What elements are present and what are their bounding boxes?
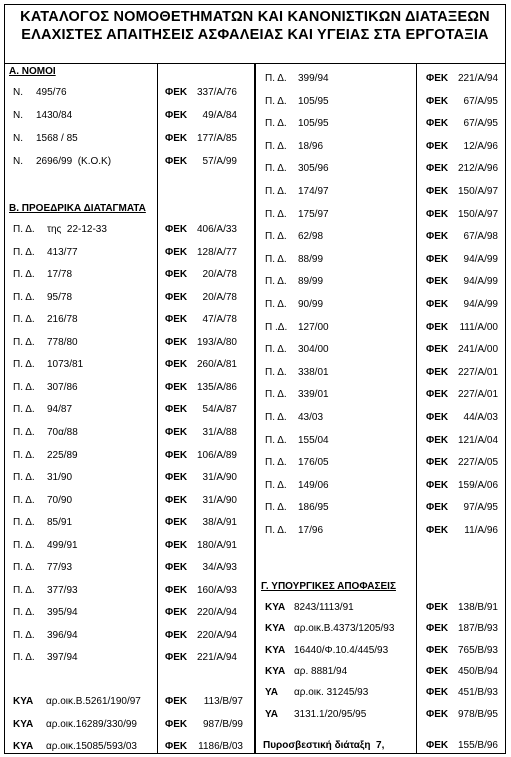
entry-type: ΚΥΑ xyxy=(13,718,34,730)
fek-label: ΦΕΚ xyxy=(165,156,188,167)
entry-number: 304/00 xyxy=(298,344,329,356)
entry-type: ΚΥΑ xyxy=(265,602,286,613)
title-line-1: ΚΑΤΑΛΟΓΟΣ ΝΟΜΟΘΕΤΗΜΑΤΩΝ ΚΑΙ ΚΑΝΟΝΙΣΤΙΚΩΝ ΔΙΑΤΑΞΕΩΝ xyxy=(20,9,490,25)
entry-type: Π. Δ. xyxy=(13,472,35,484)
fek-label: ΦΕΚ xyxy=(426,479,449,491)
entry-number: 186/95 xyxy=(298,502,329,514)
entry-type: Π. Δ. xyxy=(265,412,287,423)
fek-value: 150/Α/97 xyxy=(458,208,499,220)
entry-number: της 22-12-33 xyxy=(47,224,107,235)
fek-value: 121/Α/04 xyxy=(458,434,499,446)
fek-value: 31/Α/88 xyxy=(202,426,237,438)
title-line-2: ΕΛΑΧΙΣΤΕΣ ΑΠΑΙΤΗΣΕΙΣ ΑΣΦΑΛΕΙΑΣ ΚΑΙ ΥΓΕΙΑΣ ΣΤΑ ΕΡΓΟΤΑΞΙΑ xyxy=(21,27,489,43)
entry-number: 216/78 xyxy=(47,314,78,326)
fek-label: ΦΕΚ xyxy=(426,118,449,130)
fire-decree-label: Πυροσβεστική διάταξη 7, xyxy=(263,740,385,751)
fek-label: ΦΕΚ xyxy=(165,224,188,235)
fek-label: ΦΕΚ xyxy=(165,246,188,258)
fek-value: 67/Α/95 xyxy=(463,95,498,107)
fek-value: 241/Α/00 xyxy=(458,344,499,356)
fek-label: ΦΕΚ xyxy=(165,652,188,664)
fek-value: 67/Α/95 xyxy=(463,118,498,130)
entry-type: ΚΥΑ xyxy=(13,696,34,707)
fek-label: ΦΕΚ xyxy=(165,629,188,641)
entry-type: Π. Δ. xyxy=(13,224,35,235)
entry-number: 307/86 xyxy=(47,381,78,393)
entry-number: 94/87 xyxy=(47,404,73,416)
entry-number: αρ. 8881/94 xyxy=(294,665,348,677)
entry-type: Π. Δ. xyxy=(265,344,287,356)
entry-number: 396/94 xyxy=(47,629,78,641)
entry-type: Π. Δ. xyxy=(265,186,287,197)
fek-label: ΦΕΚ xyxy=(426,163,449,175)
fek-value: 20/Α/78 xyxy=(202,269,237,281)
fek-label: ΦΕΚ xyxy=(165,584,188,596)
fek-value: 227/Α/01 xyxy=(458,389,499,401)
fek-label: ΦΕΚ xyxy=(426,502,449,514)
fek-label: ΦΕΚ xyxy=(426,253,449,265)
fek-label: ΦΕΚ xyxy=(426,73,449,84)
fek-label: ΦΕΚ xyxy=(426,95,449,107)
entry-number: 43/03 xyxy=(298,412,324,423)
entry-number: 89/99 xyxy=(298,276,324,288)
entry-number: 1568 / 85 xyxy=(36,133,78,144)
fek-value: 187/Β/93 xyxy=(457,623,498,635)
fek-value: 44/Α/03 xyxy=(463,412,498,423)
fek-label: ΦΕΚ xyxy=(426,602,449,613)
fek-value: 337/Α/76 xyxy=(196,87,237,98)
fek-label: ΦΕΚ xyxy=(165,87,188,98)
entry-number: 149/06 xyxy=(298,479,329,491)
entry-type: Π. Δ. xyxy=(13,629,35,641)
entry-type: Π. Δ. xyxy=(13,291,35,303)
entry-number: 399/94 xyxy=(298,73,329,84)
entry-type: Π. Δ. xyxy=(265,253,287,265)
entry-type: Π .Δ. xyxy=(265,321,288,333)
entry-number: 1430/84 xyxy=(36,110,73,121)
entry-type: Ν. xyxy=(13,110,23,121)
fek-label: ΦΕΚ xyxy=(426,740,449,751)
fek-label: ΦΕΚ xyxy=(426,321,449,333)
entry-number: 18/96 xyxy=(298,140,324,152)
fek-label: ΦΕΚ xyxy=(165,517,188,529)
entry-type: Π. Δ. xyxy=(13,562,35,574)
entry-number: 16440/Φ.10.4/445/93 xyxy=(294,644,389,656)
fek-value: 11/Α/96 xyxy=(464,525,498,536)
fek-value: 1186/Β/03 xyxy=(198,741,243,752)
entry-number: 778/80 xyxy=(47,336,78,348)
entry-number: 225/89 xyxy=(47,449,78,461)
entry-number: 70/90 xyxy=(47,494,73,506)
entry-number: αρ.οικ.16289/330/99 xyxy=(46,718,137,730)
entry-type: Π. Δ. xyxy=(265,389,287,401)
entry-number: 105/95 xyxy=(298,95,329,107)
entry-number: αρ.οικ.15085/593/03 xyxy=(46,741,137,752)
fek-label: ΦΕΚ xyxy=(426,276,449,288)
fek-value: 180/Α/91 xyxy=(196,539,237,551)
entry-number: 77/93 xyxy=(47,562,73,574)
entry-type: Π. Δ. xyxy=(13,359,35,371)
entry-type: Π. Δ. xyxy=(265,525,287,536)
fek-label: ΦΕΚ xyxy=(165,314,188,326)
fek-label: ΦΕΚ xyxy=(426,525,449,536)
entry-number: 31/90 xyxy=(47,472,73,484)
entry-type: Π. Δ. xyxy=(13,336,35,348)
section-decrees: Β. ΠΡΟΕΔΡΙΚΑ ΔΙΑΤΑΓΜΑΤΑ xyxy=(9,203,146,214)
entry-type: Π. Δ. xyxy=(265,95,287,107)
fek-value: 34/Α/93 xyxy=(202,562,237,574)
entry-number: 127/00 xyxy=(298,321,329,333)
entry-type: ΚΥΑ xyxy=(265,623,286,635)
fek-label: ΦΕΚ xyxy=(165,449,188,461)
fek-value: 113/Β/97 xyxy=(203,696,243,707)
entry-type: Π. Δ. xyxy=(265,434,287,446)
entry-type: Π. Δ. xyxy=(13,539,35,551)
entry-type: Π. Δ. xyxy=(13,269,35,281)
entry-number: 413/77 xyxy=(47,246,78,258)
fek-value: 765/Β/93 xyxy=(457,644,498,656)
entry-number: αρ.οικ. 31245/93 xyxy=(294,687,369,699)
fek-label: ΦΕΚ xyxy=(426,412,449,423)
entry-type: ΚΥΑ xyxy=(265,665,286,677)
entry-type: Π. Δ. xyxy=(265,276,287,288)
fek-label: ΦΕΚ xyxy=(165,607,188,619)
right-column-divider xyxy=(416,64,417,754)
entry-number: 176/05 xyxy=(298,457,329,469)
fek-label: ΦΕΚ xyxy=(426,140,449,152)
entry-number: 95/78 xyxy=(47,291,73,303)
entry-type: Π. Δ. xyxy=(13,449,35,461)
fek-value: 978/Β/95 xyxy=(457,708,498,720)
fek-label: ΦΕΚ xyxy=(426,366,449,378)
entry-type: ΚΥΑ xyxy=(265,644,286,656)
fek-label: ΦΕΚ xyxy=(165,269,188,281)
fek-label: ΦΕΚ xyxy=(165,336,188,348)
entry-number: 499/91 xyxy=(47,539,78,551)
entry-type: Π. Δ. xyxy=(13,246,35,258)
fek-value: 987/Β/99 xyxy=(202,718,243,730)
fek-value: 221/Α/94 xyxy=(458,73,499,84)
fek-value: 155/Β/96 xyxy=(457,740,498,751)
fek-label: ΦΕΚ xyxy=(165,110,188,121)
section-laws: Α. ΝΟΜΟΙ xyxy=(9,66,56,77)
fek-value: 94/Α/99 xyxy=(463,276,498,288)
fek-label: ΦΕΚ xyxy=(426,186,449,197)
entry-number: 85/91 xyxy=(47,517,73,529)
fek-label: ΦΕΚ xyxy=(165,472,188,484)
fek-value: 220/Α/94 xyxy=(196,607,237,619)
fek-value: 128/Α/77 xyxy=(196,246,237,258)
fek-value: 12/Α/96 xyxy=(463,140,498,152)
fek-value: 220/Α/94 xyxy=(196,629,237,641)
entry-type: Π. Δ. xyxy=(13,494,35,506)
entry-type: Π. Δ. xyxy=(265,163,287,175)
entry-number: 3131.1/20/95/95 xyxy=(294,708,367,720)
entry-type: Π. Δ. xyxy=(265,118,287,130)
entry-number: 17/78 xyxy=(47,269,73,281)
entry-type: ΥΑ xyxy=(265,708,278,720)
fek-value: 451/Β/93 xyxy=(457,687,498,699)
fek-label: ΦΕΚ xyxy=(426,665,449,677)
fek-value: 193/Α/80 xyxy=(196,336,237,348)
fek-label: ΦΕΚ xyxy=(165,494,188,506)
center-divider xyxy=(254,64,256,754)
fek-value: 160/Α/93 xyxy=(196,584,237,596)
fek-label: ΦΕΚ xyxy=(426,457,449,469)
fek-label: ΦΕΚ xyxy=(165,381,188,393)
fek-value: 221/Α/94 xyxy=(196,652,237,664)
entry-number: 88/99 xyxy=(298,253,324,265)
fek-value: 47/Α/78 xyxy=(202,314,237,326)
entry-number: 2696/99 (Κ.Ο.Κ) xyxy=(36,156,112,167)
fek-label: ΦΕΚ xyxy=(426,434,449,446)
fek-value: 20/Α/78 xyxy=(202,291,237,303)
fek-value: 450/Β/94 xyxy=(457,665,498,677)
entry-type: ΥΑ xyxy=(265,687,278,699)
fek-label: ΦΕΚ xyxy=(165,562,188,574)
fek-value: 38/Α/91 xyxy=(202,517,237,529)
fek-value: 212/Α/96 xyxy=(458,163,499,175)
fek-value: 97/Α/95 xyxy=(463,502,498,514)
entry-number: 70α/88 xyxy=(47,426,78,438)
entry-number: 175/97 xyxy=(298,208,329,220)
entry-number: 395/94 xyxy=(47,607,78,619)
fek-value: 135/Α/86 xyxy=(196,381,237,393)
fek-value: 57/Α/99 xyxy=(202,156,237,167)
entry-number: 174/97 xyxy=(298,186,329,197)
fek-label: ΦΕΚ xyxy=(165,741,188,752)
fek-label: ΦΕΚ xyxy=(426,708,449,720)
entry-type: Π. Δ. xyxy=(13,314,35,326)
fek-value: 159/Α/06 xyxy=(458,479,499,491)
fek-label: ΦΕΚ xyxy=(165,133,188,144)
entry-type: Π. Δ. xyxy=(265,208,287,220)
fek-value: 49/Α/84 xyxy=(202,110,237,121)
entry-type: Π. Δ. xyxy=(13,404,35,416)
entry-number: 377/93 xyxy=(47,584,78,596)
fek-label: ΦΕΚ xyxy=(165,426,188,438)
fek-label: ΦΕΚ xyxy=(165,696,188,707)
fek-value: 227/Α/05 xyxy=(458,457,499,469)
entry-number: αρ.οικ.Β.5261/190/97 xyxy=(46,696,141,707)
entry-number: 155/04 xyxy=(298,434,329,446)
fek-value: 67/Α/98 xyxy=(463,231,498,243)
fek-label: ΦΕΚ xyxy=(426,231,449,243)
entry-type: Π. Δ. xyxy=(13,381,35,393)
entry-number: 105/95 xyxy=(298,118,329,130)
entry-type: ΚΥΑ xyxy=(13,741,34,752)
entry-type: Π. Δ. xyxy=(265,73,287,84)
fek-value: 94/Α/99 xyxy=(463,253,498,265)
fek-value: 94/Α/99 xyxy=(463,299,498,310)
fek-label: ΦΕΚ xyxy=(165,359,188,371)
entry-number: 305/96 xyxy=(298,163,329,175)
entry-type: Π. Δ. xyxy=(13,584,35,596)
fek-label: ΦΕΚ xyxy=(165,404,188,416)
fek-label: ΦΕΚ xyxy=(165,718,188,730)
fek-value: 138/Β/91 xyxy=(457,602,498,613)
entry-type: Π. Δ. xyxy=(13,607,35,619)
entry-number: 338/01 xyxy=(298,366,329,378)
fek-label: ΦΕΚ xyxy=(426,644,449,656)
fek-value: 106/Α/89 xyxy=(196,449,237,461)
entry-number: 8243/1113/91 xyxy=(294,602,354,613)
fek-label: ΦΕΚ xyxy=(165,291,188,303)
entry-type: Π. Δ. xyxy=(265,457,287,469)
entry-number: 495/76 xyxy=(36,87,67,98)
section-ministerial: Γ. ΥΠΟΥΡΓΙΚΕΣ ΑΠΟΦΑΣΕΙΣ xyxy=(261,581,396,592)
entry-type: Π. Δ. xyxy=(13,517,35,529)
fek-label: ΦΕΚ xyxy=(426,344,449,356)
fek-value: 111/Α/00 xyxy=(459,321,498,333)
entry-type: Π. Δ. xyxy=(265,140,287,152)
fek-label: ΦΕΚ xyxy=(426,687,449,699)
left-column-divider xyxy=(157,64,158,754)
fek-value: 260/Α/81 xyxy=(196,359,237,371)
fek-value: 150/Α/97 xyxy=(458,186,499,197)
fek-value: 31/Α/90 xyxy=(202,494,237,506)
fek-label: ΦΕΚ xyxy=(426,389,449,401)
entry-number: 1073/81 xyxy=(47,359,84,371)
fek-value: 227/Α/01 xyxy=(458,366,499,378)
fek-value: 177/Α/85 xyxy=(196,133,237,144)
fek-value: 406/Α/33 xyxy=(196,224,237,235)
entry-number: 397/94 xyxy=(47,652,78,664)
entry-type: Π. Δ. xyxy=(265,231,287,243)
fek-label: ΦΕΚ xyxy=(426,299,449,310)
entry-number: αρ.οικ.Β.4373/1205/93 xyxy=(294,623,395,635)
fek-label: ΦΕΚ xyxy=(426,623,449,635)
entry-type: Ν. xyxy=(13,133,23,144)
entry-type: Π. Δ. xyxy=(13,426,35,438)
entry-number: 339/01 xyxy=(298,389,329,401)
entry-number: 17/96 xyxy=(298,525,324,536)
fek-label: ΦΕΚ xyxy=(426,208,449,220)
entry-type: Ν. xyxy=(13,87,23,98)
entry-type: Ν. xyxy=(13,156,23,167)
entry-type: Π. Δ. xyxy=(265,502,287,514)
document-title xyxy=(4,4,506,64)
entry-type: Π. Δ. xyxy=(265,299,287,310)
fek-value: 54/Α/87 xyxy=(202,404,237,416)
entry-type: Π. Δ. xyxy=(265,366,287,378)
entry-type: Π. Δ. xyxy=(265,479,287,491)
fek-value: 31/Α/90 xyxy=(202,472,237,484)
entry-type: Π. Δ. xyxy=(13,652,35,664)
entry-number: 62/98 xyxy=(298,231,324,243)
entry-number: 90/99 xyxy=(298,299,324,310)
fek-label: ΦΕΚ xyxy=(165,539,188,551)
